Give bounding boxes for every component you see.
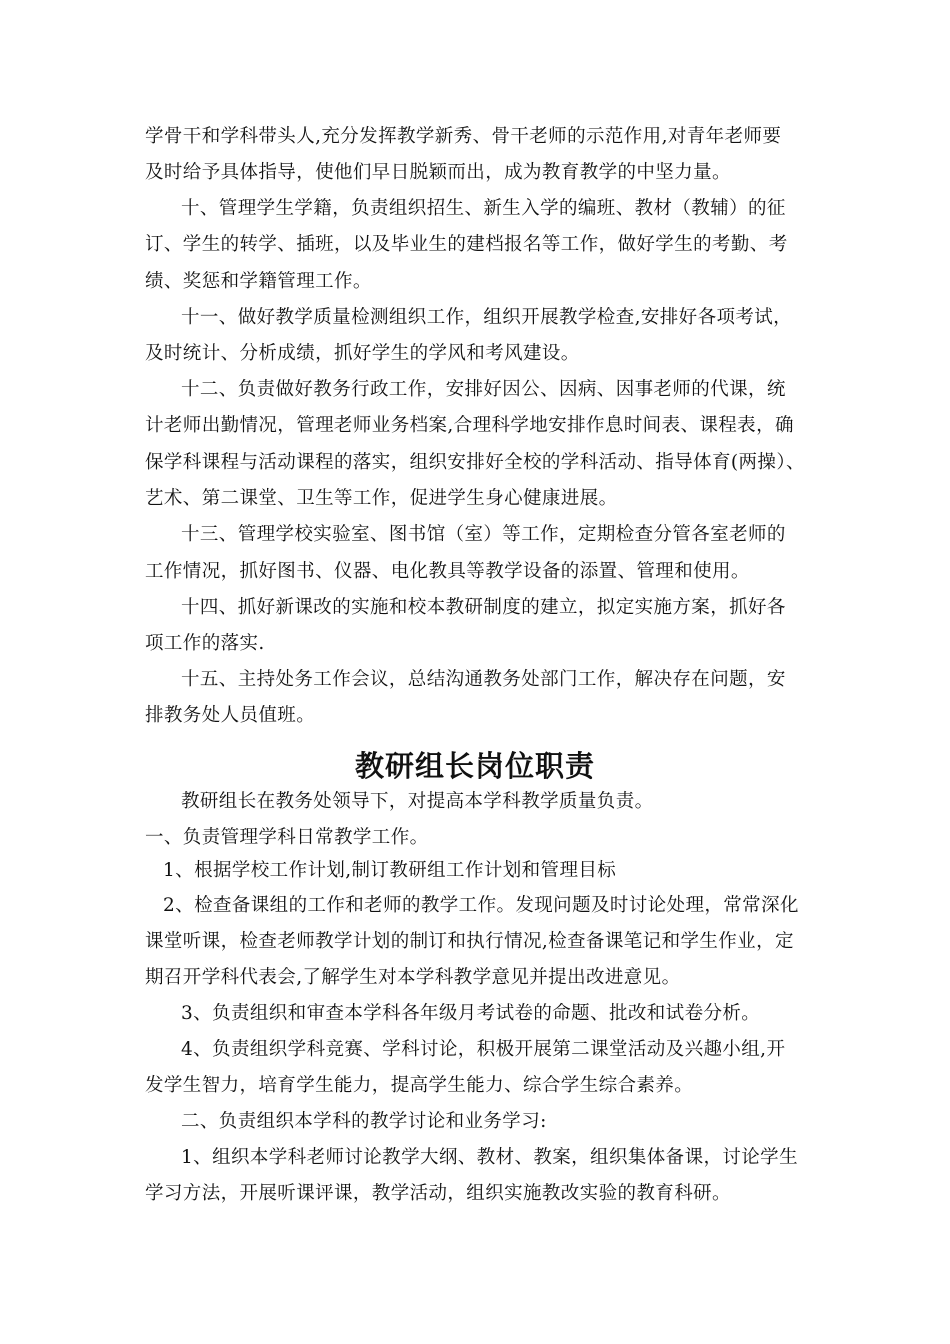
text-line: 十五、主持处务工作会议，总结沟通教务处部门工作，解决存在问题，安 [181,669,786,690]
text-line: 艺术、第二课堂、卫生等工作，促进学生身心健康进展。 [145,488,618,509]
text-line: 订、学生的转学、插班，以及毕业生的建档报名等工作，做好学生的考勤、考 [145,234,788,255]
text-line: 项工作的落实. [145,633,265,654]
text-line: 3、负责组织和审查本学科各年级月考试卷的命题、批改和试卷分析。 [181,1003,761,1024]
section-title: 教研组长岗位职责 [354,749,595,783]
text-line: 工作情况，抓好图书、仪器、电化教具等教学设备的添置、管理和使用。 [145,561,750,582]
text-line: 十一、做好教学质量检测组织工作，组织开展教学检查,安排好各项考试， [181,307,793,328]
text-line: 学骨干和学科带头人,充分发挥教学新秀、骨干老师的示范作用,对青年老师要 [145,126,782,147]
text-line: 发学生智力，培育学生能力，提高学生能力、综合学生综合素养。 [145,1075,694,1096]
text-line: 及时给予具体指导，使他们早日脱颖而出，成为教育教学的中坚力量。 [145,162,731,183]
text-line: 期召开学科代表会,了解学生对本学科教学意见并提出改进意见。 [145,967,681,988]
text-line: 十二、负责做好教务行政工作，安排好因公、因病、因事老师的代课，统 [181,379,786,400]
text-line: 2、检查备课组的工作和老师的教学工作。发现问题及时讨论处理，常常深化 [163,895,799,916]
text-line: 1、组织本学科老师讨论教学大纲、教材、教案，组织集体备课，讨论学生 [181,1147,798,1168]
text-line: 二、负责组织本学科的教学讨论和业务学习: [181,1111,547,1132]
text-line: 计老师出勤情况，管理老师业务档案,合理科学地安排作息时间表、课程表，确 [145,415,794,436]
text-line: 及时统计、分析成绩，抓好学生的学风和考风建设。 [145,343,580,364]
text-line: 1、根据学校工作计划,制订教研组工作计划和管理目标 [163,860,617,881]
text-line: 十三、管理学校实验室、图书馆（室）等工作，定期检查分管各室老师的 [181,524,786,545]
text-line: 4、负责组织学科竞赛、学科讨论，积极开展第二课堂活动及兴趣小组,开 [181,1039,786,1060]
text-line: 课堂听课，检查老师教学计划的制订和执行情况,检查备课笔记和学生作业，定 [145,931,794,952]
text-line: 排教务处人员值班。 [145,705,316,726]
text-line: 十四、抓好新课改的实施和校本教研制度的建立，拟定实施方案，抓好各 [181,597,786,618]
text-line: 绩、奖惩和学籍管理工作。 [145,271,372,292]
text-line: 保学科课程与活动课程的落实，组织安排好全校的学科活动、指导体育(两操）、 [145,452,805,473]
text-line: 一、负责管理学科日常教学工作。 [145,827,429,848]
text-line: 学习方法，开展听课评课，教学活动，组织实施教改实验的教育科研。 [145,1183,731,1204]
text-line: 教研组长在教务处领导下，对提高本学科教学质量负责。 [181,791,654,812]
text-line: 十、管理学生学籍，负责组织招生、新生入学的编班、教材（教辅）的征 [181,198,786,219]
